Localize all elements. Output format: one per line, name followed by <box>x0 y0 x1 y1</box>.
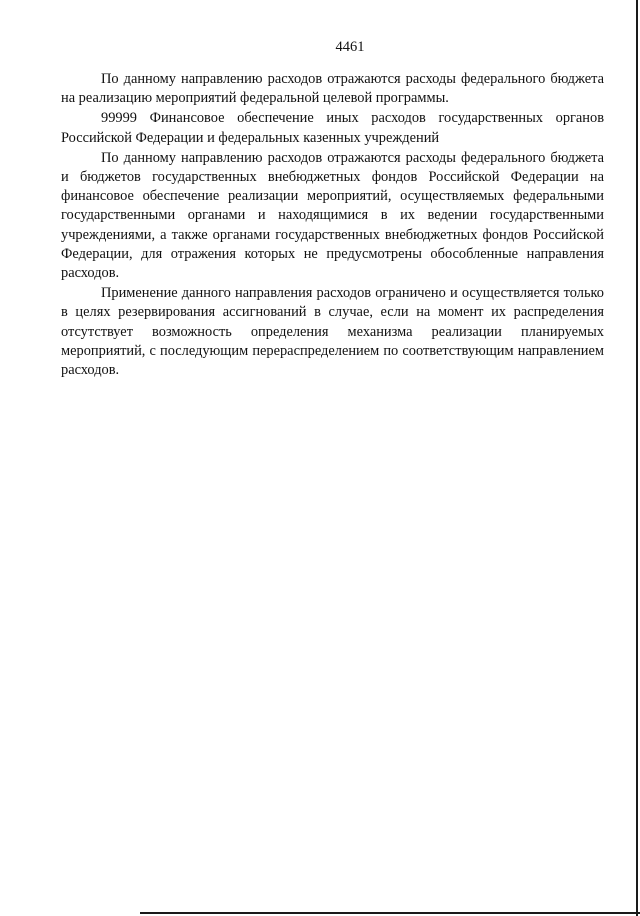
paragraph-application-limits: Применение данного направления расходов ограничено и осуществляется только в целях резервирования ассигнований в случае, если на момент их распределения отсутствует возможность определения механизма реализации планируемых мероприятий, с последующим перераспределением по соответствующим направлением расходов. <box>61 285 604 379</box>
paragraph-federal-target-program: По данному направлению расходов отражаются расходы федерального бюджета на реализацию мероприятий федеральной целевой программы. <box>61 71 604 107</box>
page-number: 4461 <box>335 39 365 55</box>
paragraph-code-99999-heading: 99999 Финансовое обеспечение иных расходов государственных органов Российской Федерации и федеральных казенных учреждений <box>61 110 604 146</box>
document-body <box>61 70 604 381</box>
scan-edge-right <box>636 0 638 916</box>
scan-edge-bottom <box>140 912 640 914</box>
paragraph-expense-description: По данному направлению расходов отражаются расходы федерального бюджета и бюджетов государственных внебюджетных фондов Российской Федерации на финансовое обеспечение реализации мероприятий, осуществляемых федеральными государственными органами и находящимися в их ведении государственными учреждениями, а также органами государственных внебюджетных фондов Российской Федерации, для отражения которых не предусмотрены обособленные направления расходов. <box>61 149 604 282</box>
